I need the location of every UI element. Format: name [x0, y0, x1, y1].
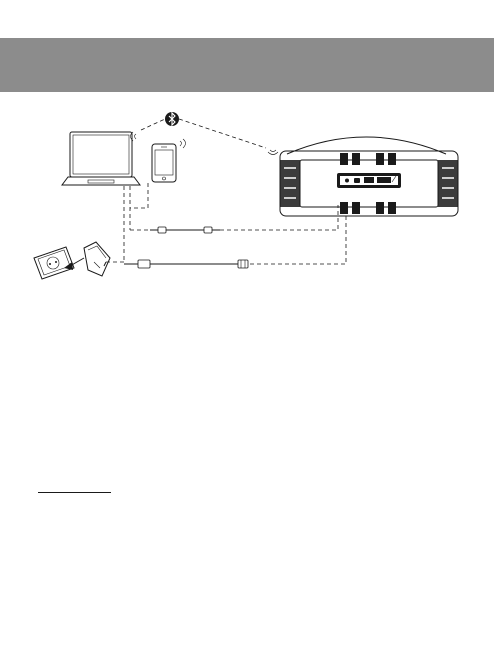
wall-socket-icon [34, 247, 74, 279]
connection-diagram [0, 0, 494, 300]
underline-rule [38, 492, 111, 493]
laptop-icon [62, 132, 140, 185]
speaker-icon [280, 137, 458, 216]
smartphone-icon [152, 144, 176, 182]
bluetooth-icon [165, 112, 179, 126]
usb-cable-icon [124, 260, 248, 268]
wireless-signal-icon [131, 132, 279, 155]
aux-cable-icon [150, 227, 220, 233]
